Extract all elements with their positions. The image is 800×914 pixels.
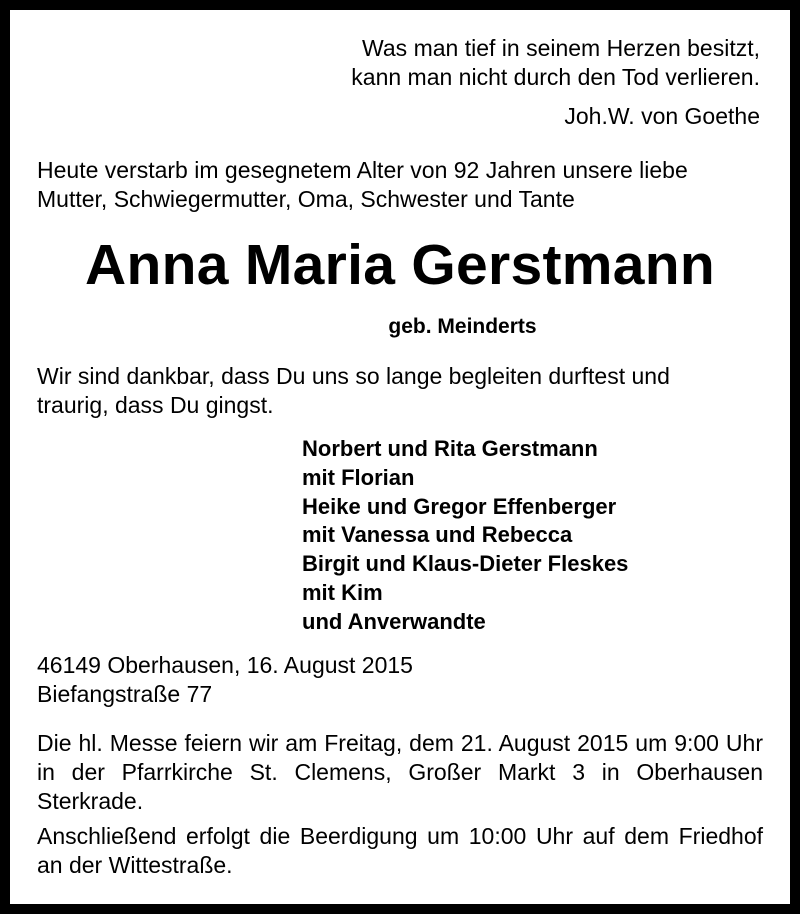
family-line: und Anverwandte xyxy=(302,609,486,634)
family-line: mit Florian xyxy=(302,465,415,490)
family-line: Birgit und Klaus-Dieter Fleskes xyxy=(302,551,629,576)
intro-line-2: Mutter, Schwiegermutter, Oma, Schwester und Tante xyxy=(37,186,575,212)
gratitude-line-2: traurig, dass Du gingst. xyxy=(37,392,274,418)
quote-line-2: kann man nicht durch den Tod verlieren. xyxy=(351,64,760,90)
deceased-name: Anna Maria Gerstmann xyxy=(85,233,715,297)
burial-info: Anschließend erfolgt die Beerdigung um 10:00 Uhr auf dem Friedhof an der Wittestraße. xyxy=(37,823,763,878)
family-line: mit Kim xyxy=(302,580,383,605)
family-line: mit Vanessa und Rebecca xyxy=(302,522,573,547)
quote-author: Joh.W. von Goethe xyxy=(564,103,760,129)
intro-line-1: Heute verstarb im gesegnetem Alter von 92 Jahren unsere liebe xyxy=(37,157,688,183)
family-line: Heike und Gregor Effenberger xyxy=(302,494,617,519)
family-line: Norbert und Rita Gerstmann xyxy=(302,436,598,461)
place-date: 46149 Oberhausen, 16. August 2015 xyxy=(37,652,413,678)
mass-info: Die hl. Messe feiern wir am Freitag, dem 21. August 2015 um 9:00 Uhr in der Pfarrkirche St. Clemens, Großer Markt 3 in Oberhausen Sterkrade. xyxy=(37,730,763,814)
gratitude-line-1: Wir sind dankbar, dass Du uns so lange begleiten durftest und xyxy=(37,363,670,389)
quote-line-1: Was man tief in seinem Herzen besitzt, xyxy=(362,35,760,61)
birth-name: geb. Meinderts xyxy=(388,315,537,338)
address: Biefangstraße 77 xyxy=(37,681,213,707)
